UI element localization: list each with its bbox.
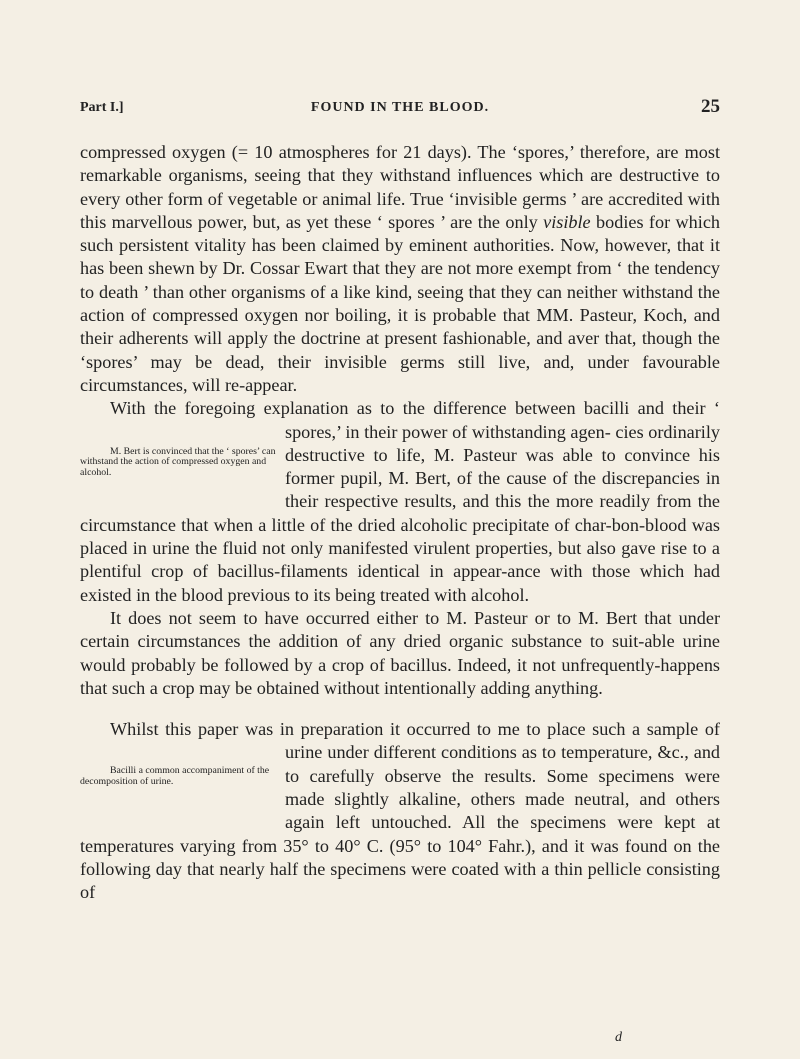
body-text bbox=[80, 141, 720, 905]
page-number: 25 bbox=[701, 96, 720, 117]
italic-visible: visible bbox=[543, 211, 591, 232]
sidenote-wrap-2 bbox=[80, 741, 285, 811]
paragraph-1: compressed oxygen (= 10 atmospheres for 21 days). The ‘spores,’ therefore, are most remarkable organisms, seeing that they withstand influences which are destructive to every other form of vegetable or animal life. True ‘invisible germs ’ are accredited with this marvellous power, but, as yet these ‘ spores ’ are the only visible bodies for which such persistent vitality has been claimed by eminent authorities. Now, however, that it has been shewn by Dr. Cossar Ewart that they are not more exempt from ‘ the tendency to death ’ than other organisms of a like kind, seeing that they can neither withstand the action of compressed oxygen nor boiling, it is probable that MM. Pasteur, Koch, and their adherents will apply the doctrine at present fashionable, and aver that, though the ‘spores’ may be dead, their invisible germs still live, and, under favourable circumstances, will re-appear. bbox=[80, 142, 720, 395]
paragraph-4: Whilst this paper was in preparation it occurred to me to place such a sample of urine under different conditions as to Bacilli a common accompaniment of the decomposition of urine. temperature, &c., and to carefully observe the results. Some specimens were made slightly alkaline, others made neutral, and others again left untouched. All the specimens were kept at temperatures varying from 35° to 40° C. (95° to 104° Fahr.), and it was found on the following day that nearly half the specimens were coated with a thin pellicle consisting of bbox=[80, 719, 721, 903]
running-header bbox=[80, 98, 720, 120]
sidenote-bacilli: Bacilli a common accompaniment of the decomposition of urine. bbox=[80, 765, 270, 787]
paragraph-gap bbox=[80, 700, 720, 718]
sidenote-wrap-1 bbox=[80, 421, 285, 491]
sidenote-bert: M. Bert is convinced that the ‘ spores’ can withstand the action of compressed oxygen and alcohol. bbox=[80, 445, 276, 478]
paragraph-2: With the foregoing explanation as to the difference between bacilli and their ‘ spores,’ in their power of withstanding agen- M. Bert is convinced that the ‘ spores’ can withstand the action of compressed oxygen and alcohol. cies ordinarily destructive to life, M. Pasteur was able to convince his former pupil, M. Bert, of the cause of the discrepancies in their respective results, and this the more readily from the circumstance that when a little of the dried alcoholic precipitate of char-bon-blood was placed in urine the fluid not only manifested virulent properties, but also gave rise to a plentiful crop of bacillus-filaments identical in appear-ance with those which had existed in the blood previous to its being treated with alcohol. bbox=[80, 398, 720, 605]
part-label: Part I.] bbox=[80, 100, 124, 115]
running-title: FOUND IN THE BLOOD. bbox=[310, 100, 490, 115]
paragraph-3: It does not seem to have occurred either to M. Pasteur or to M. Bert that under certain circumstances the addition of any dried organic substance to suit-able urine would probably be followed by a crop of bacillus. Indeed, it not unfrequently-happens that such a crop may be obtained without intentionally adding anything. bbox=[80, 607, 720, 698]
signature-mark: d bbox=[615, 1030, 622, 1045]
